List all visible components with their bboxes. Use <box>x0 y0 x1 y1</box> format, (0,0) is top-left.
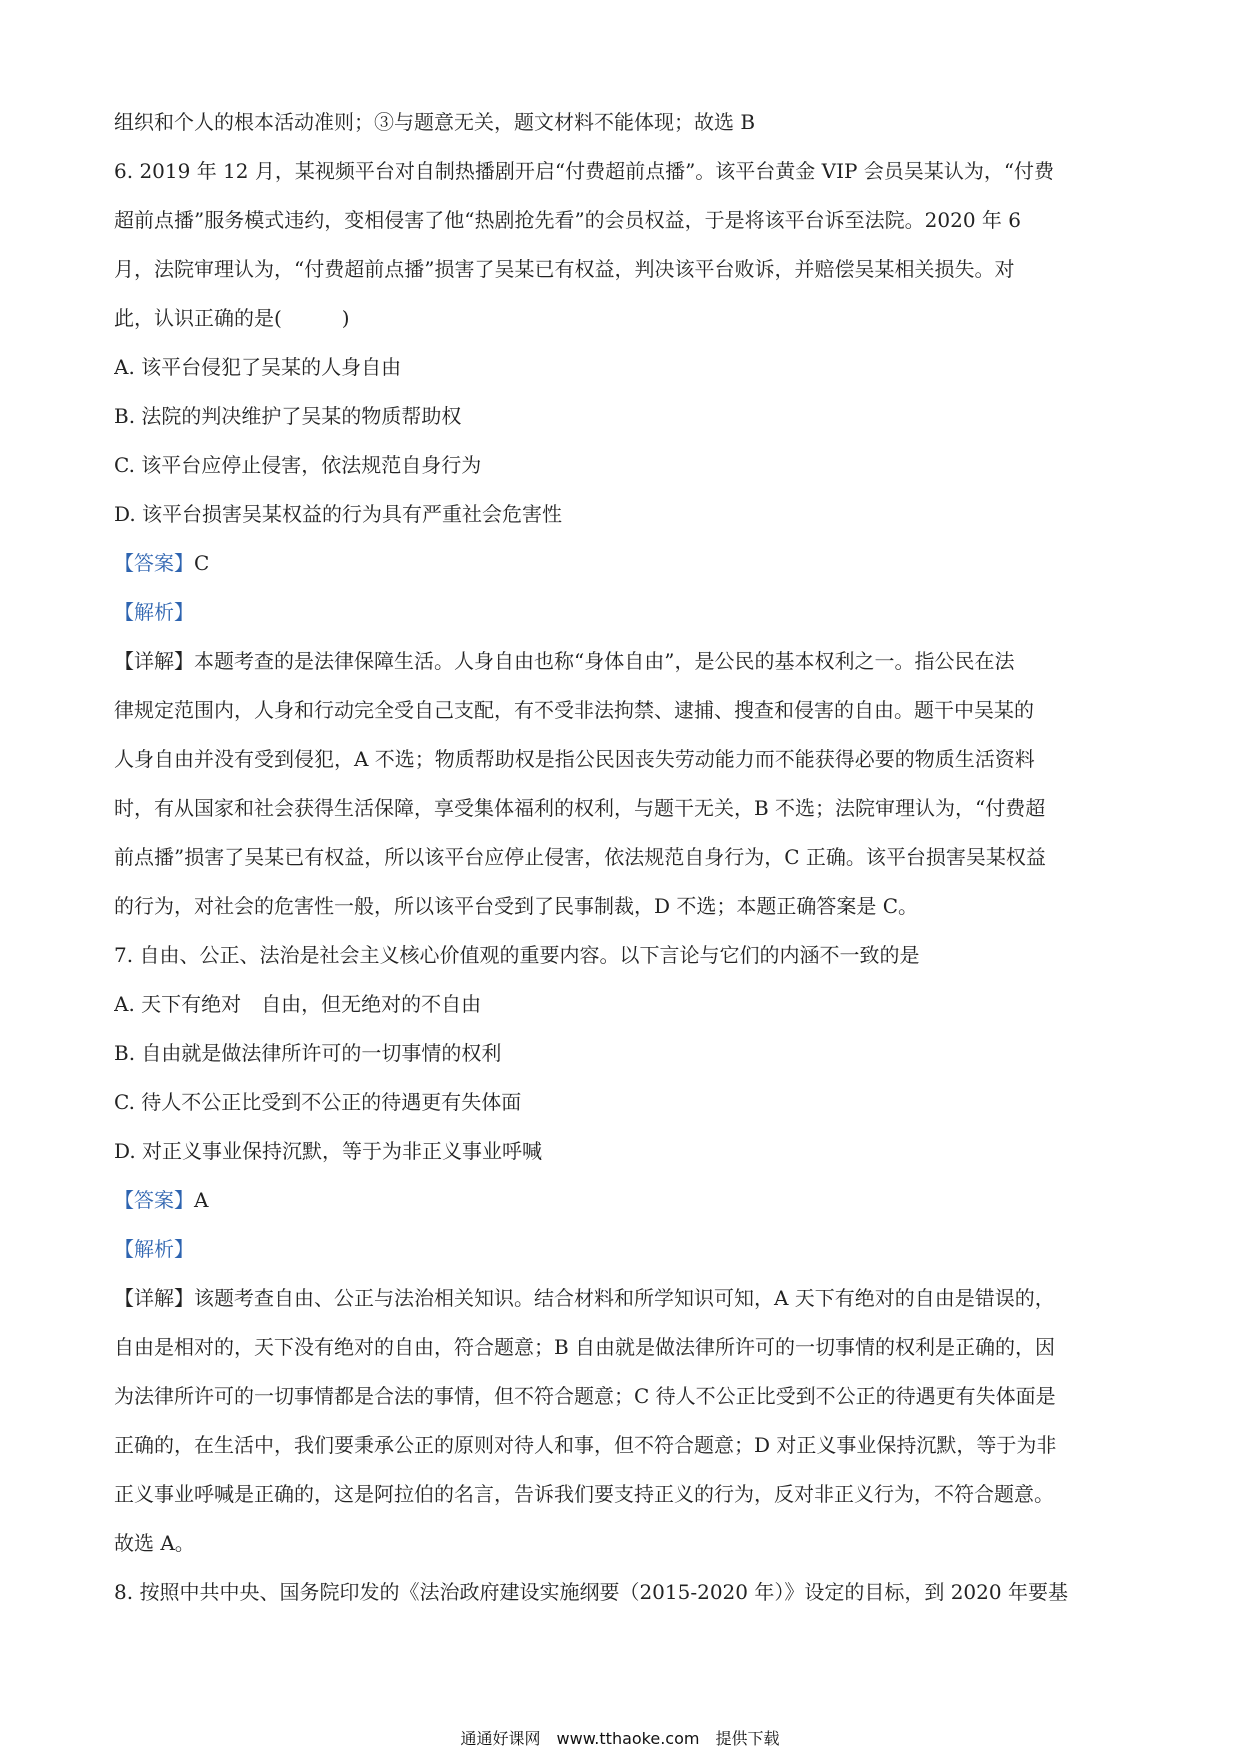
explanation-line: 人身自由并没有受到侵犯，A 不选；物质帮助权是指公民因丧失劳动能力而不能获得必要的物质生活资料 <box>114 747 1035 771</box>
explanation-line: 【详解】该题考查自由、公正与法治相关知识。结合材料和所学知识可知，A 天下有绝对的自由是错误的， <box>114 1286 1055 1310</box>
question-7-line: 7. 自由、公正、法治是社会主义核心价值观的重要内容。以下言论与它们的内涵不一致的是 <box>114 943 920 967</box>
question-6-line: 超前点播”服务模式违约，变相侵害了他“热剧抢先看”的会员权益，于是将该平台诉至法院。2020 年 6 <box>114 208 1022 232</box>
analysis-tag: 【解析】 <box>114 1237 194 1261</box>
explanation-line: 为法律所许可的一切事情都是合法的事情，但不符合题意；C 待人不公正比受到不公正的待遇更有失体面是 <box>114 1384 1056 1408</box>
analysis-line <box>114 1225 1130 1274</box>
question-8-line: 8. 按照中共中央、国务院印发的《法治政府建设实施纲要（2015-2020 年）》设定的目标，到 2020 年要基 <box>114 1580 1068 1604</box>
option-a: A. 天下有绝对 自由，但无绝对的不自由 <box>114 992 482 1016</box>
explanation-line: 的行为，对社会的危害性一般，所以该平台受到了民事制裁，D 不选；本题正确答案是 C。 <box>114 894 919 918</box>
page-footer: 通通好课网 www.tthaoke.com 提供下载 <box>460 1729 780 1748</box>
explanation-line: 正确的，在生活中，我们要秉承公正的原则对待人和事，但不符合题意；D 对正义事业保持沉默，等于为非 <box>114 1433 1057 1457</box>
text-line: 组织和个人的根本活动准则；③与题意无关，题文材料不能体现；故选 B <box>114 110 756 134</box>
explanation-line: 自由是相对的，天下没有绝对的自由，符合题意；B 自由就是做法律所许可的一切事情的权利是正确的，因 <box>114 1335 1056 1359</box>
answer-tag: 【答案】 <box>114 551 194 575</box>
analysis-tag: 【解析】 <box>114 600 194 624</box>
option-b: B. 自由就是做法律所许可的一切事情的权利 <box>114 1041 502 1065</box>
explanation-line: 律规定范围内，人身和行动完全受自己支配，有不受非法拘禁、逮捕、搜查和侵害的自由。题干中吴某的 <box>114 698 1034 722</box>
answer-line <box>114 1176 1130 1225</box>
explanation-line: 正义事业呼喊是正确的，这是阿拉伯的名言，告诉我们要支持正义的行为，反对非正义行为，不符合题意。 <box>114 1482 1054 1506</box>
explanation-line: 前点播”损害了吴某已有权益，所以该平台应停止侵害，依法规范自身行为，C 正确。该平台损害吴某权益 <box>114 845 1046 869</box>
option-c: C. 待人不公正比受到不公正的待遇更有失体面 <box>114 1090 522 1114</box>
option-b: B. 法院的判决维护了吴某的物质帮助权 <box>114 404 462 428</box>
explanation-line: 时，有从国家和社会获得生活保障，享受集体福利的权利，与题干无关，B 不选；法院审理认为，“付费超 <box>114 796 1046 820</box>
analysis-line <box>114 588 1130 637</box>
answer-tag: 【答案】 <box>114 1188 194 1212</box>
option-d: D. 该平台损害吴某权益的行为具有严重社会危害性 <box>114 502 563 526</box>
explanation-line: 故选 A。 <box>114 1531 195 1555</box>
question-6-line: 此，认识正确的是( ) <box>114 306 350 330</box>
answer-value: C <box>194 551 210 575</box>
option-c: C. 该平台应停止侵害，依法规范自身行为 <box>114 453 482 477</box>
answer-line <box>114 539 1130 588</box>
question-6-line: 6. 2019 年 12 月，某视频平台对自制热播剧开启“付费超前点播”。该平台黄金 VIP 会员吴某认为，“付费 <box>114 159 1055 183</box>
answer-value: A <box>194 1188 209 1212</box>
question-6-line: 月，法院审理认为，“付费超前点播”损害了吴某已有权益，判决该平台败诉，并赔偿吴某相关损失。对 <box>114 257 1015 281</box>
document-body <box>114 98 1130 1617</box>
option-a: A. 该平台侵犯了吴某的人身自由 <box>114 355 402 379</box>
explanation-line: 【详解】本题考查的是法律保障生活。人身自由也称“身体自由”，是公民的基本权利之一。指公民在法 <box>114 649 1015 673</box>
option-d: D. 对正义事业保持沉默，等于为非正义事业呼喊 <box>114 1139 543 1163</box>
